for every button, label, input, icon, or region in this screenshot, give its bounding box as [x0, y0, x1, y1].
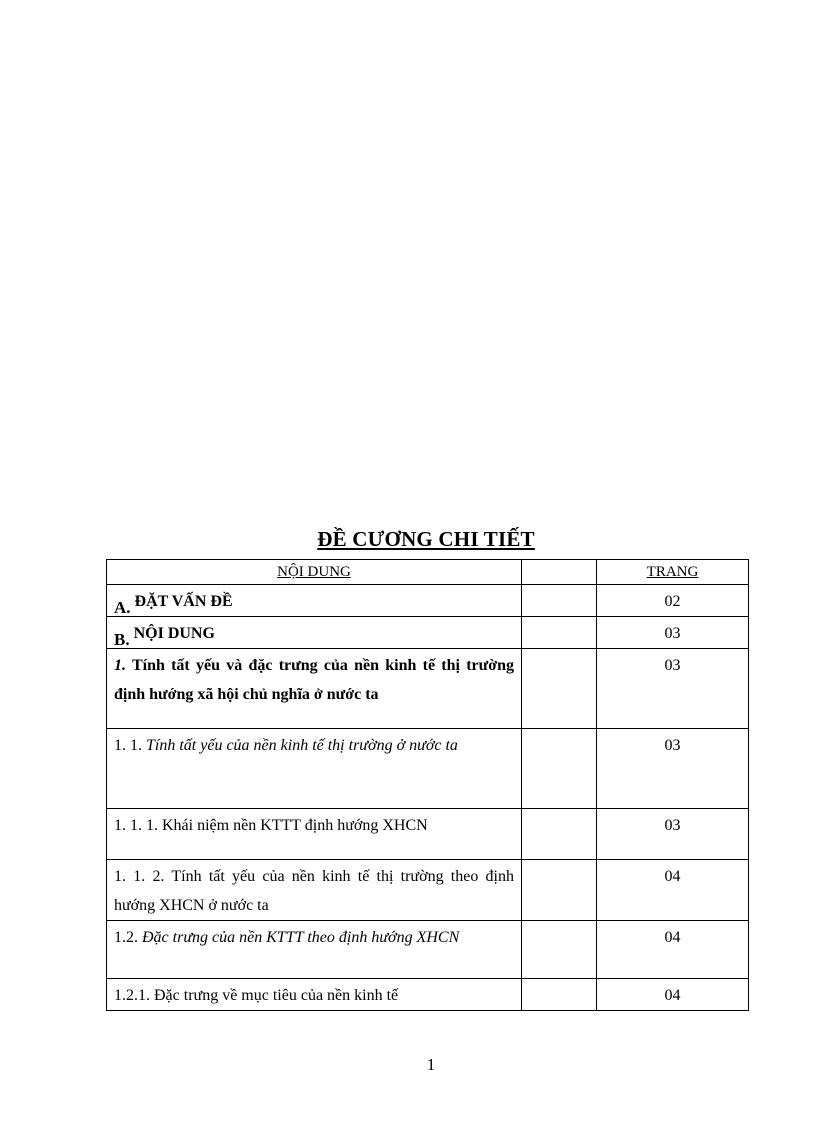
entry-number: 1. 1.: [114, 737, 142, 754]
table-of-contents: [106, 559, 749, 1011]
toc-entry: [107, 729, 522, 809]
document-title: ĐỀ CƯƠNG CHI TIẾT: [317, 527, 535, 551]
toc-entry: 1. 1. 2. Tính tất yếu của nền kinh tế thị trường theo định hướng XHCN ở nước ta: [107, 860, 522, 921]
section-prefix: B.: [114, 630, 130, 649]
empty-cell: [522, 617, 597, 649]
empty-cell: [522, 860, 597, 921]
table-row: [107, 860, 749, 921]
page-ref: 04: [597, 921, 749, 979]
page-ref: 03: [597, 617, 749, 649]
entry-title: Đặc trưng của nền KTTT theo định hướng XHCN: [142, 929, 460, 946]
header-page: TRANG: [597, 560, 749, 585]
toc-entry: 1. 1. 1. Khái niệm nền KTTT định hướng XHCN: [107, 809, 522, 860]
table-row: [107, 617, 749, 649]
page-number: 1: [426, 1055, 436, 1074]
table-row: [107, 921, 749, 979]
entry-title: Tính tất yếu của nền kinh tế thị trường ở nước ta: [146, 737, 458, 754]
section-title: NỘI DUNG: [133, 625, 215, 642]
table-header-row: [107, 560, 749, 585]
entry-number: 1.2.: [114, 929, 138, 946]
empty-cell: [522, 729, 597, 809]
toc-entry: [107, 921, 522, 979]
table-row: [107, 729, 749, 809]
page-ref: 03: [597, 729, 749, 809]
toc-entry: 1.2.1. Đặc trưng về mục tiêu của nền kinh tế: [107, 979, 522, 1011]
page-ref: 03: [597, 809, 749, 860]
header-content: NỘI DUNG: [107, 560, 522, 585]
table-row: [107, 649, 749, 729]
header-middle: [522, 560, 597, 585]
empty-cell: [522, 585, 597, 617]
toc-entry: [107, 649, 522, 729]
page-ref: 02: [597, 585, 749, 617]
page-ref: 04: [597, 979, 749, 1011]
section-title: ĐẶT VẤN ĐỀ: [134, 593, 233, 610]
toc-entry: [107, 585, 522, 617]
table-row: [107, 585, 749, 617]
empty-cell: [522, 649, 597, 729]
toc-entry: [107, 617, 522, 649]
page-ref: 04: [597, 860, 749, 921]
section-prefix: A.: [114, 598, 131, 617]
table-row: [107, 809, 749, 860]
entry-number: 1.: [114, 657, 126, 674]
entry-title: Tính tất yếu và đặc trưng của nền kinh tế thị trường định hướng xã hội chủ nghĩa ở nước ta: [114, 657, 514, 703]
empty-cell: [522, 921, 597, 979]
table-row: [107, 979, 749, 1011]
empty-cell: [522, 979, 597, 1011]
page-ref: 03: [597, 649, 749, 729]
empty-cell: [522, 809, 597, 860]
